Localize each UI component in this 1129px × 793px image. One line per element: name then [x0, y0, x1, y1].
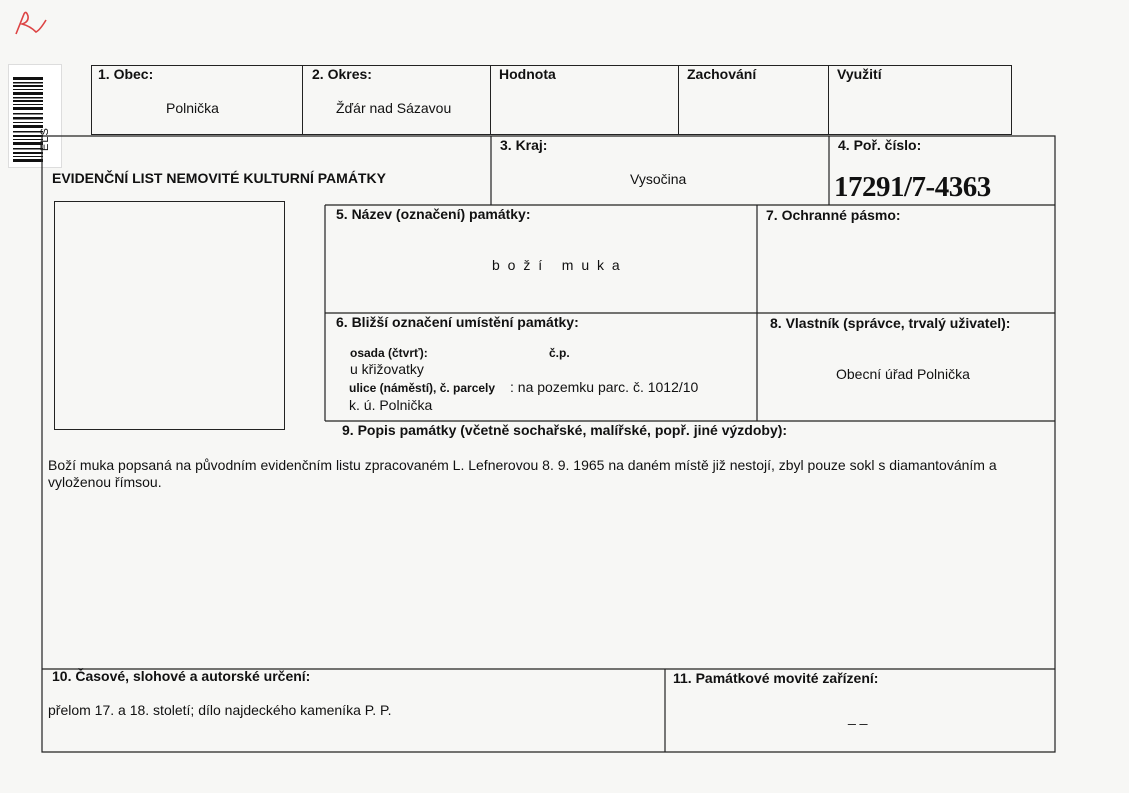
cp-label: č.p.: [549, 346, 570, 360]
ochranne-pasmo-label: 7. Ochranné pásmo:: [766, 207, 901, 223]
vyuziti-label: Využití: [837, 66, 882, 82]
zarizeni-value: _ _: [848, 709, 868, 725]
osada-label: osada (čtvrť):: [350, 346, 428, 360]
barcode-text: ELS: [39, 127, 51, 151]
zarizeni-label: 11. Památkové movité zařízení:: [673, 670, 879, 686]
okres-label: 2. Okres:: [312, 66, 372, 82]
obec-value: Polnička: [166, 100, 219, 116]
photo-placeholder: [54, 201, 285, 430]
page-title: EVIDENČNÍ LIST NEMOVITÉ KULTURNÍ PAMÁTKY: [52, 170, 386, 186]
nazev-value: b o ž í m u k a: [492, 257, 622, 273]
kraj-value: Vysočina: [630, 171, 687, 187]
nazev-label: 5. Název (označení) památky:: [336, 206, 531, 222]
por-cislo-value: 17291/7-4363: [834, 171, 991, 203]
ku-value: k. ú. Polnička: [349, 397, 433, 413]
kraj-label: 3. Kraj:: [500, 137, 548, 153]
vlastnik-value: Obecní úřad Polnička: [836, 366, 970, 382]
hodnota-label: Hodnota: [499, 66, 556, 82]
ulice-label: ulice (náměstí), č. parcely: [349, 381, 496, 395]
popis-label: 9. Popis památky (včetně sochařské, malířské, popř. jiné výzdoby):: [342, 422, 788, 438]
umisteni-label: 6. Bližší označení umístění památky:: [336, 314, 579, 330]
casove-label: 10. Časové, slohové a autorské určení:: [52, 668, 311, 684]
vlastnik-label: 8. Vlastník (správce, trvalý uživatel):: [770, 315, 1011, 331]
popis-value: Boží muka popsaná na původním evidenčním listu zpracovaném L. Lefnerovou 8. 9. 1965 na daném místě již nestojí, zbyl pouze sokl s diamantováním a vyloženou římsou.: [48, 457, 997, 490]
casove-value: přelom 17. a 18. století; dílo najdeckého kameníka P. P.: [48, 702, 392, 718]
osada-value: u křižovatky: [350, 361, 424, 377]
obec-label: 1. Obec:: [98, 66, 154, 82]
ulice-value: : na pozemku parc. č. 1012/10: [510, 379, 699, 395]
por-cislo-label: 4. Poř. číslo:: [838, 137, 922, 153]
zachovani-label: Zachování: [687, 66, 757, 82]
okres-value: Žďár nad Sázavou: [336, 100, 452, 116]
